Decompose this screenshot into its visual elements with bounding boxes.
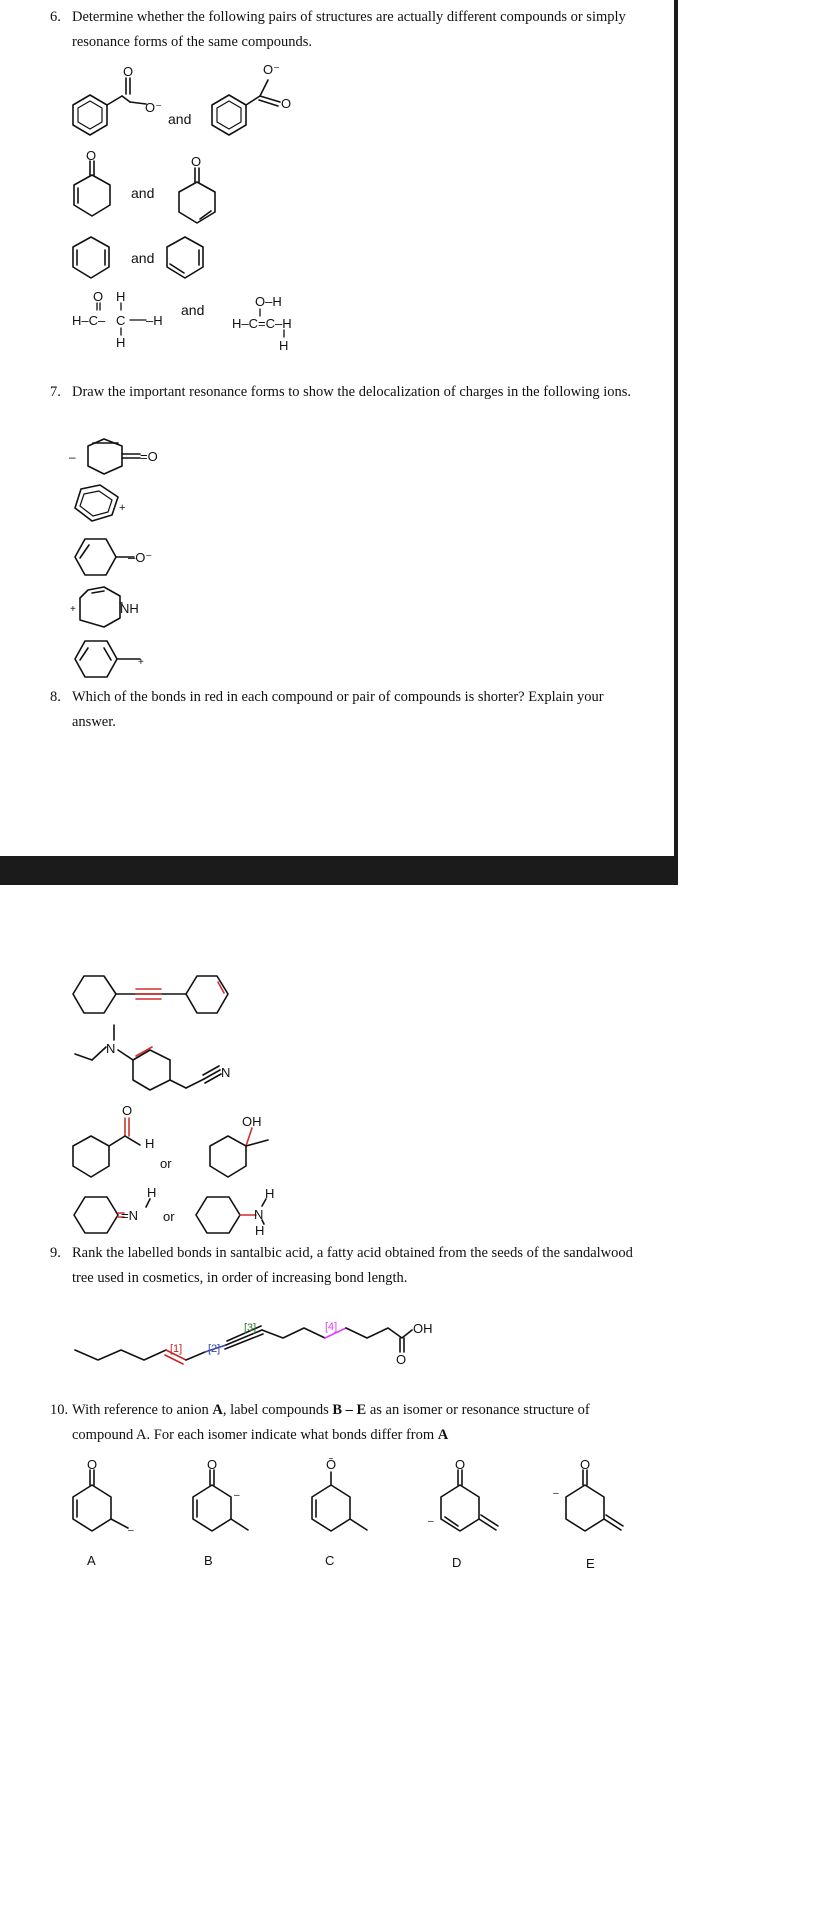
minus-charge: – (69, 450, 76, 464)
oxygen-label: O (580, 1457, 591, 1472)
bond-label-1: [1] (170, 1343, 183, 1355)
nitrogen-label: N (221, 1065, 231, 1080)
alcohol-compound (210, 1128, 268, 1177)
compound-d (441, 1470, 498, 1531)
plus-charge: + (70, 604, 76, 615)
question-number: 10. (50, 1402, 69, 1418)
compound-b (193, 1470, 248, 1531)
plus-charge: + (119, 502, 126, 514)
bond-label-4: [4] (325, 1321, 338, 1333)
amine-nitrile-compound (75, 1025, 221, 1090)
hydrogen-label: H (145, 1136, 155, 1151)
oxygen-anion-label: O⁻ (263, 62, 280, 77)
bond-label-2: [2] (208, 1343, 221, 1355)
and-label: and (181, 302, 205, 318)
hydroxyl-label: OH (242, 1114, 262, 1129)
cyclohexadiene-right (167, 237, 203, 278)
ion-5 (75, 641, 140, 677)
and-label: and (131, 185, 155, 201)
diyne-compound (73, 976, 228, 1013)
enol-chain-label: H–C=C–H (232, 316, 292, 331)
compound-a (73, 1470, 128, 1531)
imine-compound (74, 1197, 150, 1233)
oxygen-anion-label: O⁻ (145, 100, 162, 115)
compound-label-d: D (452, 1555, 462, 1568)
carbonyl-o-label: =O (140, 449, 158, 464)
or-label: or (160, 1156, 172, 1171)
oxygen-label: O (207, 1457, 218, 1472)
oxygen-label: O (93, 289, 104, 304)
and-label: and (131, 250, 155, 266)
hydrogen-label: H (116, 289, 126, 304)
hydrogen-label: H (279, 338, 289, 353)
minus-charge: – (428, 1516, 434, 1527)
minus-charge: – (553, 1488, 559, 1499)
question-text: With reference to anion A, label compounds B – E as an isomer or resonance structure of compound A. For each isomer indicate what bonds differ from A (72, 1402, 590, 1443)
cyclohexenone-left (74, 161, 110, 216)
nitrogen-label: N (106, 1041, 116, 1056)
aldehyde-compound (73, 1118, 140, 1177)
oxygen-label: O (191, 154, 202, 169)
benzoate-right (212, 80, 280, 135)
hydrogen-label: H (147, 1185, 157, 1200)
svg-text:C: C (116, 313, 126, 328)
question-text: Which of the bonds in red in each compound or pair of compounds is shorter? Explain your answer. (72, 689, 604, 730)
h-c-label: H–C– (72, 313, 106, 328)
oxygen-label: O (122, 1103, 133, 1118)
question-number: 7. (50, 384, 61, 400)
question-text: Rank the labelled bonds in santalbic acid, a fatty acid obtained from the seeds of the sandalwood tree used in cosmetics, in order of increasing bond length. (72, 1245, 633, 1286)
oxide-label: –O⁻ (128, 550, 153, 565)
compound-label-c: C (325, 1553, 335, 1568)
or-label: or (163, 1209, 175, 1224)
compound-label-b: B (204, 1553, 213, 1568)
ion-2 (75, 485, 118, 521)
oxygen-label: O (455, 1457, 466, 1472)
plus-charge: + (138, 657, 144, 668)
and-label: and (168, 111, 192, 127)
cyclohexenone-right (179, 168, 215, 223)
minus-charge: – (234, 1490, 240, 1501)
question-number: 6. (50, 9, 61, 25)
oxygen-label: Ō (326, 1457, 337, 1472)
benzoate-left (73, 78, 146, 135)
question-text: Draw the important resonance forms to show the delocalization of charges in the following ions. (72, 384, 632, 400)
compound-label-e: E (586, 1556, 595, 1568)
hydrogen-label: H (116, 335, 126, 350)
question-text: Determine whether the following pairs of structures are actually different compounds or simply resonance forms of the same compounds. (72, 9, 626, 50)
nh-label: NH (120, 601, 139, 616)
hydroxyl-label: O–H (255, 294, 282, 309)
oxygen-label: O (396, 1352, 407, 1367)
question-number: 8. (50, 689, 61, 705)
ion-4 (80, 587, 122, 627)
hydrogen-label: H (255, 1223, 265, 1238)
oxygen-label: O (87, 1457, 98, 1472)
compound-label-a: A (87, 1553, 96, 1568)
bond-label-3: [3] (244, 1322, 257, 1334)
oxygen-label: O (281, 96, 292, 111)
oxygen-label: O (86, 148, 97, 163)
ion-3 (75, 539, 134, 575)
hydroxyl-label: OH (413, 1321, 433, 1336)
ion-1 (88, 439, 140, 474)
nitrogen-label: N (254, 1207, 264, 1222)
imine-n-label: =N (121, 1208, 138, 1223)
minus-charge: – (128, 1525, 134, 1536)
oxygen-label: O (123, 64, 134, 79)
c-h-label: –H (146, 313, 163, 328)
question-number: 9. (50, 1245, 61, 1261)
cyclohexadiene-left (73, 237, 109, 278)
hydrogen-label: H (265, 1186, 275, 1201)
compound-e (566, 1470, 623, 1531)
compound-c (312, 1472, 367, 1531)
